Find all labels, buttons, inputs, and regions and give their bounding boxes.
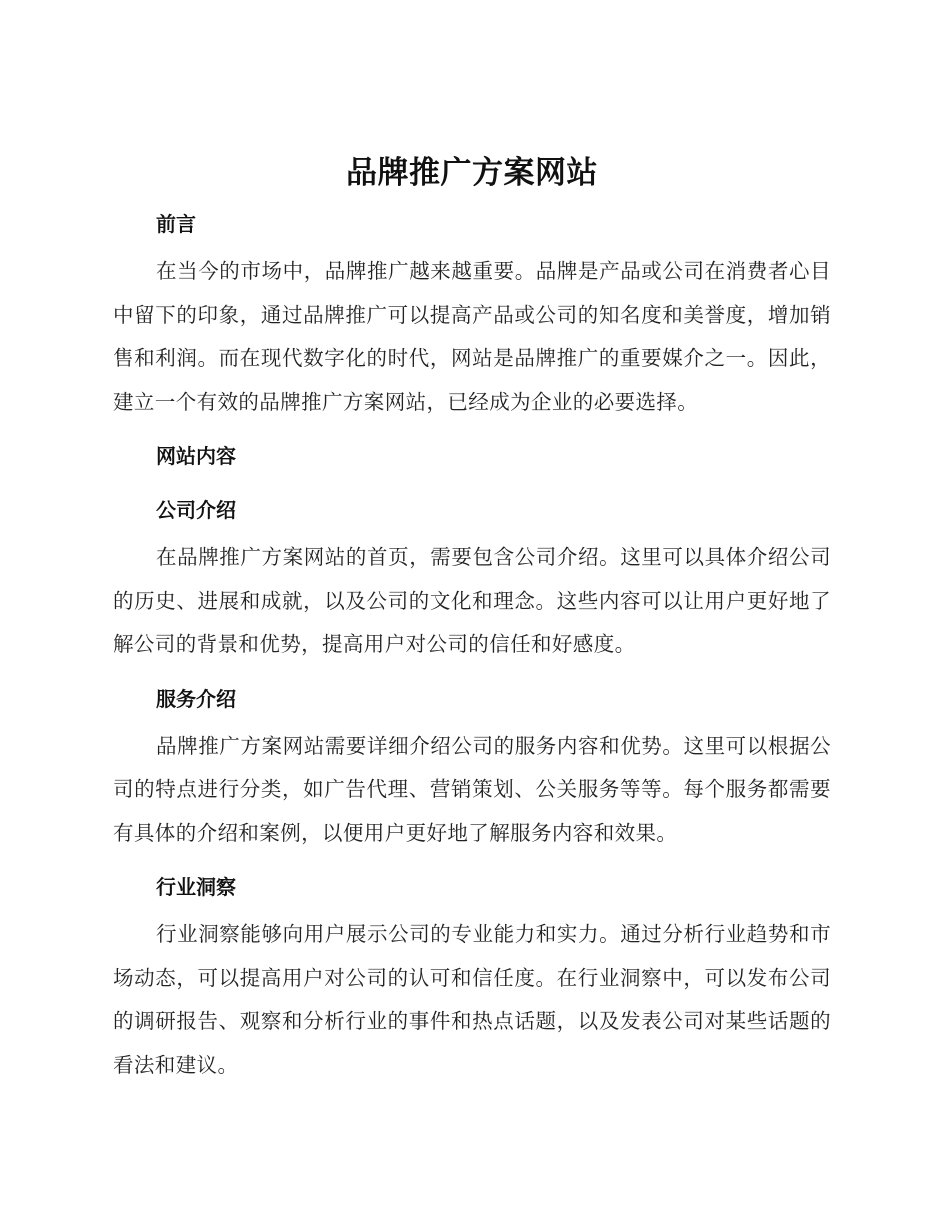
section-paragraph-company-intro: 在品牌推广方案网站的首页，需要包含公司介绍。这里可以具体介绍公司的历史、进展和成就，以及公司的文化和理念。这些内容可以让用户更好地了解公司的背景和优势，提高用户对公司的信任和好感度。 <box>113 545 831 656</box>
section-paragraph-industry-insight: 行业洞察能够向用户展示公司的专业能力和实力。通过分析行业趋势和市场动态，可以提高用户对公司的认可和信任度。在行业洞察中，可以发布公司的调研报告、观察和分析行业的事件和热点话题，以及发表公司对某些话题的看法和建议。 <box>113 922 831 1077</box>
section-paragraph-preface: 在当今的市场中，品牌推广越来越重要。品牌是产品或公司在消费者心目中留下的印象，通过品牌推广可以提高产品或公司的知名度和美誉度，增加销售和利润。而在现代数字化的时代，网站是品牌推广的重要媒介之一。因此，建立一个有效的品牌推广方案网站，已经成为企业的必要选择。 <box>113 259 831 414</box>
section-heading-company-intro: 公司介绍 <box>156 498 236 522</box>
section-heading-website-content: 网站内容 <box>156 444 236 468</box>
section-heading-industry-insight: 行业洞察 <box>156 875 236 899</box>
document-body <box>113 148 831 1087</box>
section-heading-preface: 前言 <box>156 212 196 236</box>
section-heading-service-intro: 服务介绍 <box>156 686 236 711</box>
page-title: 品牌推广方案网站 <box>346 155 598 191</box>
section-paragraph-service-intro: 品牌推广方案网站需要详细介绍公司的服务内容和优势。这里可以根据公司的特点进行分类，如广告代理、营销策划、公关服务等等。每个服务都需要有具体的介绍和案例，以便用户更好地了解服务内容和效果。 <box>113 733 831 845</box>
